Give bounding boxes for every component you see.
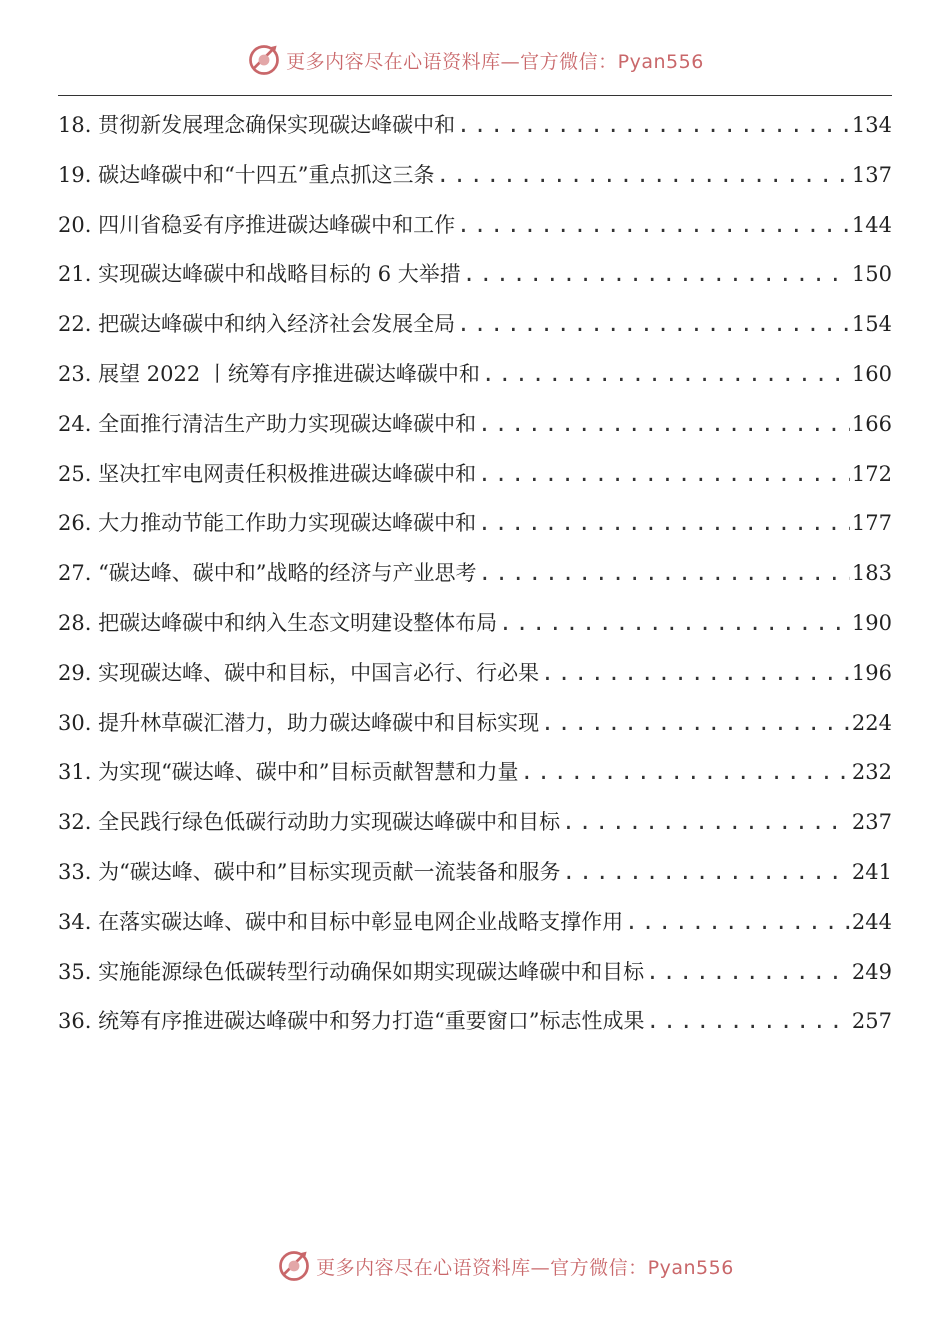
footer-brand: 更多内容尽在心语资料库—官方微信：Pyan556 [316, 1256, 734, 1279]
toc-entry[interactable] [58, 1005, 892, 1055]
toc-entry-page: 150 [851, 262, 892, 287]
toc-entry[interactable] [58, 607, 892, 657]
toc-entry-page: 166 [851, 411, 892, 436]
toc-entry-title: 23. 展望 2022 丨统筹有序推进碳达峰碳中和 [58, 361, 480, 386]
toc-entry-page: 249 [851, 959, 892, 984]
toc-leader-dots [463, 262, 850, 286]
toc-entry[interactable] [58, 756, 892, 806]
toc-entry-title: 33. 为“碳达峰、碳中和”目标实现贡献一流装备和服务 [58, 859, 561, 884]
header-rule [58, 95, 892, 96]
toc-entry-title: 27. “碳达峰、碳中和”战略的经济与产业思考 [58, 561, 477, 586]
footer-wechat-id: Pyan556 [647, 1256, 734, 1279]
toc-entry-page: 134 [851, 113, 892, 137]
header-brand: 更多内容尽在心语资料库—官方微信：Pyan556 [286, 50, 704, 73]
toc-leader-dots [478, 462, 850, 486]
toc-entry-title: 19. 碳达峰碳中和“十四五”重点抓这三条 [58, 162, 435, 187]
toc-entry-title: 22. 把碳达峰碳中和纳入经济社会发展全局 [58, 312, 456, 337]
toc-entry-title: 31. 为实现“碳达峰、碳中和”目标贡献智慧和力量 [58, 760, 519, 785]
toc-entry[interactable] [58, 906, 892, 956]
toc-entry[interactable] [58, 209, 892, 259]
page-footer [0, 1244, 950, 1288]
toc-entry-page: 144 [851, 212, 892, 237]
toc-leader-dots [478, 412, 850, 436]
toc-entry[interactable] [58, 657, 892, 707]
toc-leader-dots [541, 711, 850, 735]
page-header [0, 38, 950, 82]
toc-entry-title: 34. 在落实碳达峰、碳中和目标中彰显电网企业战略支撑作用 [58, 909, 624, 934]
toc-entry-page: 177 [851, 511, 892, 536]
toc-entry[interactable] [58, 856, 892, 906]
toc-leader-dots [541, 661, 850, 685]
toc-entry-page: 237 [851, 810, 892, 835]
toc-leader-dots [482, 362, 850, 386]
toc-entry[interactable] [58, 109, 892, 159]
toc-entry-page: 244 [851, 909, 892, 934]
toc-entry-page: 183 [851, 561, 892, 586]
toc-entry-page: 160 [851, 361, 892, 386]
toc-entry[interactable] [58, 956, 892, 1006]
toc-entry-title: 35. 实施能源绿色低碳转型行动确保如期实现碳达峰碳中和目标 [58, 959, 645, 984]
toc-entry-title: 29. 实现碳达峰、碳中和目标，中国言必行、行必果 [58, 660, 540, 685]
toc-entry-title: 30. 提升林草碳汇潜力，助力碳达峰碳中和目标实现 [58, 710, 540, 735]
toc-leader-dots [499, 611, 850, 635]
toc-entry[interactable] [58, 806, 892, 856]
toc-entry-title: 32. 全民践行绿色低碳行动助力实现碳达峰碳中和目标 [58, 810, 561, 835]
toc-entry-page: 241 [851, 859, 892, 884]
brand-logo-icon [246, 42, 282, 78]
toc-leader-dots [437, 163, 850, 187]
toc-entry[interactable] [58, 408, 892, 458]
toc-entry-title: 26. 大力推动节能工作助力实现碳达峰碳中和 [58, 511, 477, 536]
toc-leader-dots [625, 910, 850, 934]
toc-entry[interactable] [58, 308, 892, 358]
toc-entry-title: 28. 把碳达峰碳中和纳入生态文明建设整体布局 [58, 610, 498, 635]
toc-entry-title: 20. 四川省稳妥有序推进碳达峰碳中和工作 [58, 212, 456, 237]
header-wechat-id: Pyan556 [617, 50, 704, 73]
toc-entry-title: 25. 坚决扛牢电网责任积极推进碳达峰碳中和 [58, 461, 477, 486]
toc-leader-dots [647, 1009, 850, 1033]
toc-entry[interactable] [58, 458, 892, 508]
toc-leader-dots [563, 860, 850, 884]
toc-leader-dots [478, 511, 850, 535]
toc-leader-dots [562, 810, 850, 834]
toc-leader-dots [521, 760, 850, 784]
toc-entry-page: 137 [851, 162, 892, 187]
toc-entry-page: 172 [851, 461, 892, 486]
toc-entry-title: 21. 实现碳达峰碳中和战略目标的 6 大举措 [58, 262, 461, 287]
toc-entry-title: 18. 贯彻新发展理念确保实现碳达峰碳中和 [58, 113, 456, 137]
toc-leader-dots [457, 113, 850, 137]
toc-entry-page: 196 [851, 660, 892, 685]
toc-entry-page: 224 [851, 710, 892, 735]
table-of-contents [58, 109, 892, 1055]
toc-entry-page: 232 [851, 760, 892, 785]
toc-leader-dots [457, 213, 850, 237]
toc-entry[interactable] [58, 707, 892, 757]
toc-entry-page: 257 [851, 1009, 892, 1034]
toc-entry[interactable] [58, 258, 892, 308]
toc-entry[interactable] [58, 159, 892, 209]
toc-entry-page: 154 [851, 312, 892, 337]
toc-entry-page: 190 [851, 610, 892, 635]
toc-leader-dots [646, 960, 850, 984]
toc-entry-title: 24. 全面推行清洁生产助力实现碳达峰碳中和 [58, 411, 477, 436]
toc-entry[interactable] [58, 507, 892, 557]
toc-entry-title: 36. 统筹有序推进碳达峰碳中和努力打造“重要窗口”标志性成果 [58, 1009, 645, 1034]
toc-leader-dots [479, 561, 850, 585]
brand-logo-icon [276, 1248, 312, 1284]
toc-entry[interactable] [58, 557, 892, 607]
toc-entry[interactable] [58, 358, 892, 408]
toc-leader-dots [457, 312, 850, 336]
